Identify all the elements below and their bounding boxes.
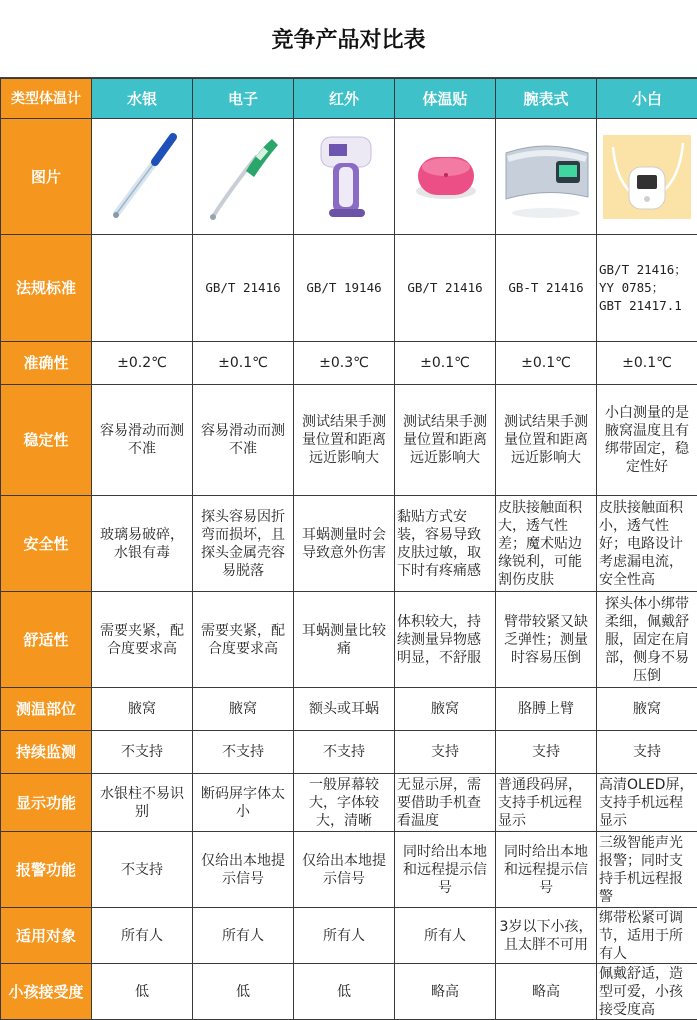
cell-audience-patch: 所有人 [395,908,496,964]
cell-audience-electronic: 所有人 [193,908,294,964]
cell-safety-mercury: 玻璃易破碎，水银有毒 [92,496,193,592]
cell-comfort-electronic: 需要夹紧，配合度要求高 [193,592,294,688]
col-header-mercury: 水银 [92,79,193,119]
cell-safety-electronic: 探头容易因折弯而损坏，且探头金属壳容易脱落 [193,496,294,592]
cell-site-electronic: 腋窝 [193,688,294,731]
row-header-standard: 法规标准 [1,235,92,342]
cell-display-infrared: 一般屏幕较大，字体较大，清晰 [294,774,395,832]
cell-accuracy-patch: ±0.1℃ [395,342,496,385]
cell-accuracy-mercury: ±0.2℃ [92,342,193,385]
row-header-alarm: 报警功能 [1,832,92,908]
cell-site-xiaobai: 腋窝 [597,688,697,731]
cell-safety-infrared: 耳蜗测量时会导致意外伤害 [294,496,395,592]
cell-kids-xiaobai: 佩戴舒适，造型可爱，小孩接受度高 [597,964,697,1020]
page-title: 竞争产品对比表 [0,0,697,78]
mercury-thermometer-image [92,119,193,235]
cell-display-mercury: 水银柱不易识别 [92,774,193,832]
cell-alarm-mercury: 不支持 [92,832,193,908]
cell-accuracy-electronic: ±0.1℃ [193,342,294,385]
cell-stability-infrared: 测试结果手测量位置和距离远近影响大 [294,385,395,496]
row-header-stability: 稳定性 [1,385,92,496]
cell-stability-wristband: 测试结果手测量位置和距离远近影响大 [496,385,597,496]
row-header-kids: 小孩接受度 [1,964,92,1020]
row-header-accuracy: 准确性 [1,342,92,385]
row-header-display: 显示功能 [1,774,92,832]
infrared-thermometer-image [294,119,395,235]
cell-comfort-xiaobai: 探头体小绑带柔细，佩戴舒服，固定在肩部，侧身不易压倒 [597,592,697,688]
cell-kids-infrared: 低 [294,964,395,1020]
row-header-safety: 安全性 [1,496,92,592]
row-site [1,688,697,731]
cell-site-patch: 腋窝 [395,688,496,731]
cell-alarm-xiaobai: 三级智能声光报警；同时支持手机远程报警 [597,832,697,908]
cell-alarm-infrared: 仅给出本地提示信号 [294,832,395,908]
cell-alarm-patch: 同时给出本地和远程提示信号 [395,832,496,908]
col-header-xiaobai: 小白 [597,79,697,119]
cell-accuracy-infrared: ±0.3℃ [294,342,395,385]
cell-display-electronic: 断码屏字体太小 [193,774,294,832]
cell-display-wristband: 普通段码屏，支持手机远程显示 [496,774,597,832]
wristband-thermometer-image [496,119,597,235]
cell-standard-xiaobai: GB/T 21416； YY 0785； GBT 21417.1 [597,235,697,342]
cell-standard-wristband: GB-T 21416 [496,235,597,342]
col-header-wristband: 腕表式 [496,79,597,119]
row-image [1,119,697,235]
row-display [1,774,697,832]
xiaobai-thermometer-image [597,119,697,235]
cell-display-patch: 无显示屏，需要借助手机查看温度 [395,774,496,832]
cell-stability-patch: 测试结果手测量位置和距离远近影响大 [395,385,496,496]
cell-stability-mercury: 容易滑动而测不准 [92,385,193,496]
cell-continuous-infrared: 不支持 [294,731,395,774]
cell-continuous-patch: 支持 [395,731,496,774]
row-audience [1,908,697,964]
cell-continuous-electronic: 不支持 [193,731,294,774]
electronic-thermometer-image [193,119,294,235]
cell-safety-wristband: 皮肤接触面积大，透气性差；魔术贴边缘锐利，可能割伤皮肤 [496,496,597,592]
cell-comfort-patch: 体积较大，持续测量异物感明显，不舒服 [395,592,496,688]
cell-kids-wristband: 略高 [496,964,597,1020]
row-kids [1,964,697,1020]
col-header-infrared: 红外 [294,79,395,119]
cell-kids-patch: 略高 [395,964,496,1020]
cell-comfort-infrared: 耳蜗测量比较痛 [294,592,395,688]
cell-kids-electronic: 低 [193,964,294,1020]
cell-audience-infrared: 所有人 [294,908,395,964]
cell-alarm-electronic: 仅给出本地提示信号 [193,832,294,908]
cell-stability-xiaobai: 小白测量的是腋窝温度且有绑带固定，稳定性好 [597,385,697,496]
col-header-patch: 体温贴 [395,79,496,119]
cell-site-infrared: 额头或耳蜗 [294,688,395,731]
cell-display-xiaobai: 高清OLED屏，支持手机远程显示 [597,774,697,832]
cell-accuracy-xiaobai: ±0.1℃ [597,342,697,385]
patch-thermometer-image [395,119,496,235]
header-row [1,79,697,119]
row-header-image: 图片 [1,119,92,235]
cell-accuracy-wristband: ±0.1℃ [496,342,597,385]
cell-comfort-mercury: 需要夹紧，配合度要求高 [92,592,193,688]
cell-standard-mercury [92,235,193,342]
cell-safety-xiaobai: 皮肤接触面积小，透气性好；电路设计考虑漏电流，安全性高 [597,496,697,592]
row-accuracy [1,342,697,385]
cell-continuous-wristband: 支持 [496,731,597,774]
row-standard [1,235,697,342]
comparison-table [0,78,697,1020]
cell-audience-xiaobai: 绑带松紧可调节，适用于所有人 [597,908,697,964]
row-comfort [1,592,697,688]
row-safety [1,496,697,592]
cell-audience-mercury: 所有人 [92,908,193,964]
row-continuous [1,731,697,774]
row-header-comfort: 舒适性 [1,592,92,688]
cell-standard-patch: GB/T 21416 [395,235,496,342]
cell-site-wristband: 胳膊上臂 [496,688,597,731]
corner-header: 类型体温计 [1,79,92,119]
cell-stability-electronic: 容易滑动而测不准 [193,385,294,496]
cell-site-mercury: 腋窝 [92,688,193,731]
cell-continuous-xiaobai: 支持 [597,731,697,774]
row-alarm [1,832,697,908]
cell-safety-patch: 黏贴方式安装，容易导致皮肤过敏，取下时有疼痛感 [395,496,496,592]
cell-continuous-mercury: 不支持 [92,731,193,774]
row-header-audience: 适用对象 [1,908,92,964]
cell-comfort-wristband: 臂带较紧又缺乏弹性；测量时容易压倒 [496,592,597,688]
row-stability [1,385,697,496]
cell-standard-electronic: GB/T 21416 [193,235,294,342]
col-header-electronic: 电子 [193,79,294,119]
cell-standard-infrared: GB/T 19146 [294,235,395,342]
row-header-site: 测温部位 [1,688,92,731]
cell-alarm-wristband: 同时给出本地和远程提示信号 [496,832,597,908]
cell-audience-wristband: 3岁以下小孩，且太胖不可用 [496,908,597,964]
cell-kids-mercury: 低 [92,964,193,1020]
row-header-continuous: 持续监测 [1,731,92,774]
